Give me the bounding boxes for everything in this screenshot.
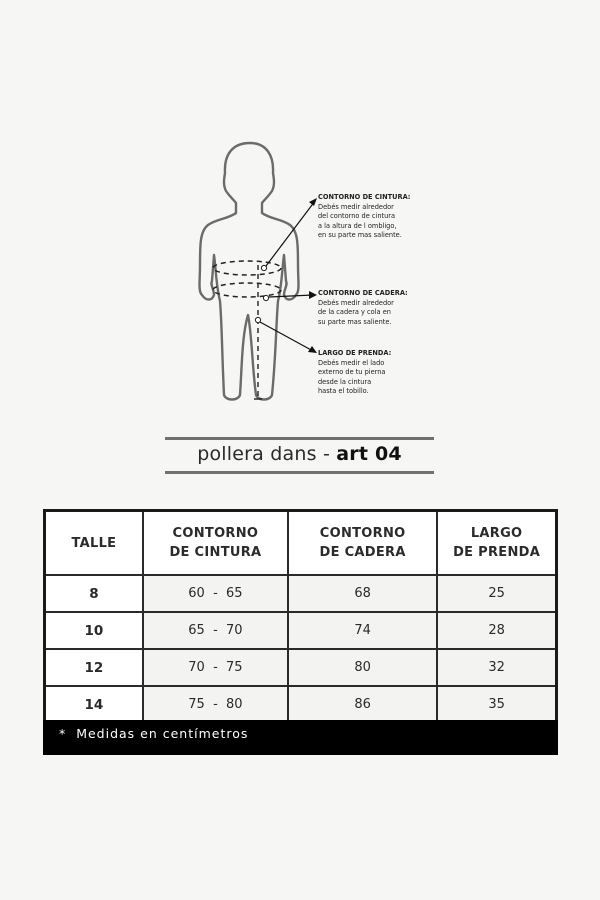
cell-cintura: 60 - 65 bbox=[143, 575, 288, 612]
annotation-waist bbox=[318, 193, 410, 241]
footnote-text: * Medidas en centímetros bbox=[59, 726, 249, 741]
annotation-line: Debés medir el lado bbox=[318, 358, 385, 367]
cell-cintura: 70 - 75 bbox=[143, 649, 288, 686]
annotation-line: del contorno de cintura bbox=[318, 212, 396, 221]
divider-top bbox=[165, 437, 434, 440]
child-silhouette-icon bbox=[190, 135, 430, 410]
cell-cadera: 74 bbox=[288, 612, 437, 649]
cell-cadera: 68 bbox=[288, 575, 437, 612]
cell-largo: 28 bbox=[437, 612, 556, 649]
header-cadera bbox=[288, 511, 437, 576]
table-row bbox=[45, 686, 557, 724]
annotation-heading: LARGO DE PRENDA: bbox=[318, 349, 392, 357]
header-text: TALLE bbox=[71, 535, 117, 551]
cell-cadera: 86 bbox=[288, 686, 437, 724]
header-talle bbox=[45, 511, 143, 576]
cell-cintura: 65 - 70 bbox=[143, 612, 288, 649]
title-separator: - bbox=[316, 443, 337, 465]
units-footnote bbox=[43, 720, 558, 755]
annotation-line: su parte mas saliente. bbox=[318, 317, 392, 326]
annotation-length bbox=[318, 349, 391, 397]
cell-largo: 25 bbox=[437, 575, 556, 612]
divider-bottom bbox=[165, 471, 434, 474]
header-largo bbox=[437, 511, 556, 576]
header-text: DE CADERA bbox=[319, 545, 406, 560]
annotation-line: hasta el tobillo. bbox=[318, 387, 369, 396]
annotation-line: Debés medir alrededor bbox=[318, 298, 394, 307]
annotation-line: externo de tu pierna bbox=[318, 368, 386, 377]
product-article: art 04 bbox=[336, 443, 402, 465]
annotation-line: de la cadera y cola en bbox=[318, 308, 391, 317]
cell-talle: 14 bbox=[45, 686, 143, 724]
annotation-line: Debés medir alrededor bbox=[318, 202, 394, 211]
cell-cintura: 75 - 80 bbox=[143, 686, 288, 724]
product-name: pollera dans bbox=[197, 443, 317, 465]
annotation-line: a la altura de l ombligo, bbox=[318, 221, 397, 230]
table-row bbox=[45, 612, 557, 649]
header-text: DE PRENDA bbox=[453, 545, 541, 560]
size-chart-table bbox=[43, 509, 558, 725]
cell-talle: 8 bbox=[45, 575, 143, 612]
cell-talle: 10 bbox=[45, 612, 143, 649]
table-row bbox=[45, 575, 557, 612]
header-text: CONTORNO bbox=[172, 526, 259, 541]
cell-largo: 35 bbox=[437, 686, 556, 724]
cell-talle: 12 bbox=[45, 649, 143, 686]
annotation-line: desde la cintura bbox=[318, 377, 372, 386]
measurement-guide-figure bbox=[190, 135, 430, 410]
product-title bbox=[165, 443, 434, 465]
table-header-row bbox=[45, 511, 557, 576]
cell-largo: 32 bbox=[437, 649, 556, 686]
header-text: LARGO bbox=[470, 526, 523, 541]
header-text: CONTORNO bbox=[319, 526, 406, 541]
cell-cadera: 80 bbox=[288, 649, 437, 686]
annotation-heading: CONTORNO DE CINTURA: bbox=[318, 193, 411, 201]
annotation-hip bbox=[318, 289, 408, 327]
annotation-line: en su parte mas saliente. bbox=[318, 231, 402, 240]
header-cintura bbox=[143, 511, 288, 576]
table-row bbox=[45, 649, 557, 686]
header-text: DE CINTURA bbox=[169, 545, 262, 560]
annotation-heading: CONTORNO DE CADERA: bbox=[318, 289, 408, 297]
